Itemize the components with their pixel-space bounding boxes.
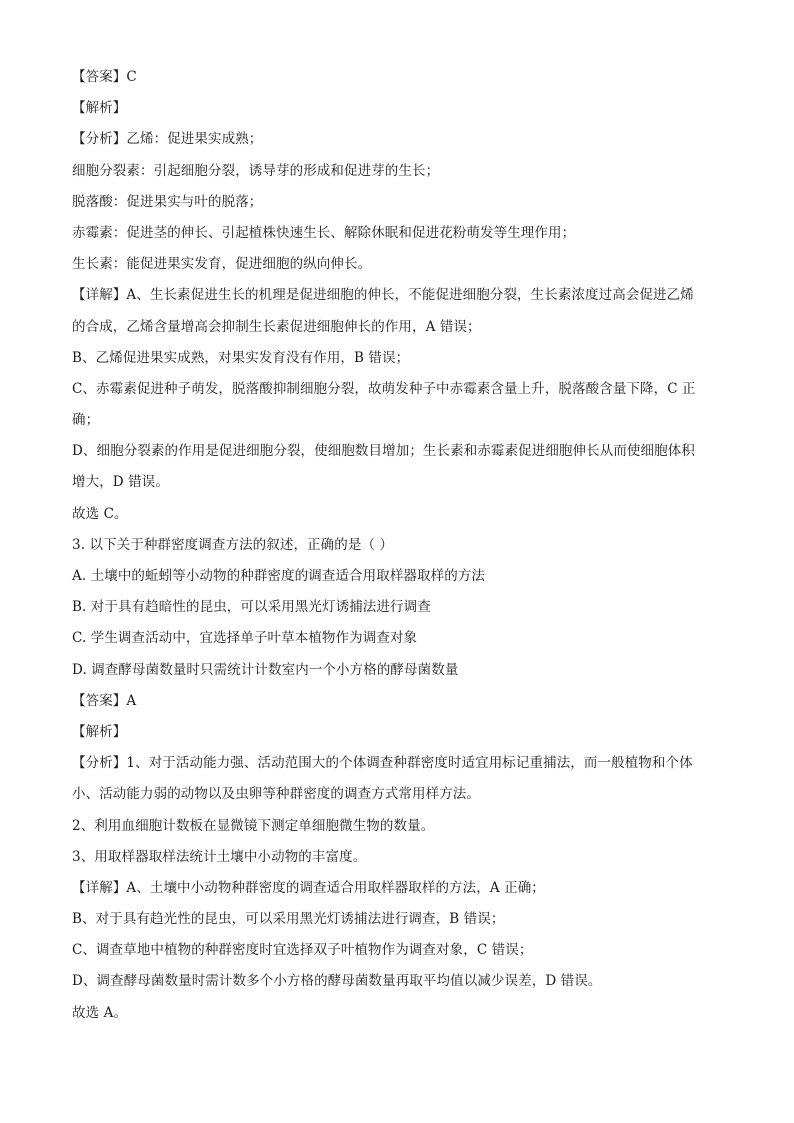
option-c: C. 学生调查活动中，宜选择单子叶草本植物作为调查对象 <box>72 630 418 647</box>
option-b: B. 对于具有趋暗性的昆虫，可以采用黑光灯诱捕法进行调查 <box>72 599 431 616</box>
analysis-auxin: 生长素：能促进果实发育，促进细胞的纵向伸长。 <box>72 256 372 273</box>
analysis-point2: 2、利用血细胞计数板在显微镜下测定单细胞微生物的数量。 <box>72 817 435 834</box>
conclusion: 故选 C。 <box>72 505 128 522</box>
detail-c: C、调查草地中植物的种群密度时宜选择双子叶植物作为调查对象，C 错误； <box>72 942 533 959</box>
detail-b: B、对于具有趋光性的昆虫，可以采用黑光灯诱捕法进行调查，B 错误； <box>72 911 505 928</box>
detail-a-line2: 的合成，乙烯含量增高会抑制生长素促进细胞伸长的作用，A 错误； <box>72 318 481 335</box>
detail-a-line1: 【详解】A、生长素促进生长的机理是促进细胞的伸长，不能促进细胞分裂，生长素浓度过高会促进乙烯 <box>72 287 694 304</box>
option-d: D. 调查酵母菌数量时只需统计计数室内一个小方格的酵母菌数量 <box>72 661 459 678</box>
analysis-gibberellin: 赤霉素：促进茎的伸长、引起植株快速生长、解除休眠和促进花粉萌发等生理作用； <box>72 224 576 241</box>
question-stem: 3. 以下关于种群密度调查方法的叙述，正确的是（ ） <box>72 536 394 553</box>
conclusion: 故选 A。 <box>72 1004 128 1021</box>
analysis-point1-line2: 小、活动能力弱的动物以及虫卵等种群密度的调查方式常用样方法。 <box>72 786 480 803</box>
answer-line: 【答案】A <box>72 692 137 709</box>
analysis-cytokinin: 细胞分裂素：引起细胞分裂，诱导芽的形成和促进芽的生长； <box>72 162 440 179</box>
analysis-heading: 【解析】 <box>72 100 127 117</box>
analysis-heading: 【解析】 <box>72 723 127 740</box>
answer-line: 【答案】C <box>72 69 137 85</box>
analysis-ethylene: 【分析】乙烯：促进果实成熟； <box>72 131 263 148</box>
document-page <box>72 62 722 1029</box>
analysis-point3: 3、用取样器取样法统计土壤中小动物的丰富度。 <box>72 848 367 865</box>
detail-c-line1: C、赤霉素促进种子萌发，脱落酸抑制细胞分裂，故萌发种子中赤霉素含量上升，脱落酸含量下降，C 正 <box>72 380 696 397</box>
detail-d: D、调查酵母菌数量时需计数多个小方格的酵母菌数量再取平均值以减少误差，D 错误。 <box>72 973 602 990</box>
detail-d-line2: 增大，D 错误。 <box>72 474 169 491</box>
detail-d-line1: D、细胞分裂素的作用是促进细胞分裂，使细胞数目增加；生长素和赤霉素促进细胞伸长从而使细胞体积 <box>72 443 695 460</box>
analysis-abscisic-acid: 脱落酸：促进果实与叶的脱落； <box>72 193 263 210</box>
option-a: A. 土壤中的蚯蚓等小动物的种群密度的调查适合用取样器取样的方法 <box>72 568 486 584</box>
detail-a: 【详解】A、土壤中小动物种群密度的调查适合用取样器取样的方法，A 正确； <box>72 879 545 896</box>
detail-b: B、乙烯促进果实成熟，对果实发育没有作用，B 错误； <box>72 349 410 366</box>
detail-c-line2: 确； <box>72 412 100 429</box>
analysis-point1-line1: 【分析】1、对于活动能力强、活动范围大的个体调查种群密度时适宜用标记重捕法，而一般植物和个体 <box>72 755 693 772</box>
